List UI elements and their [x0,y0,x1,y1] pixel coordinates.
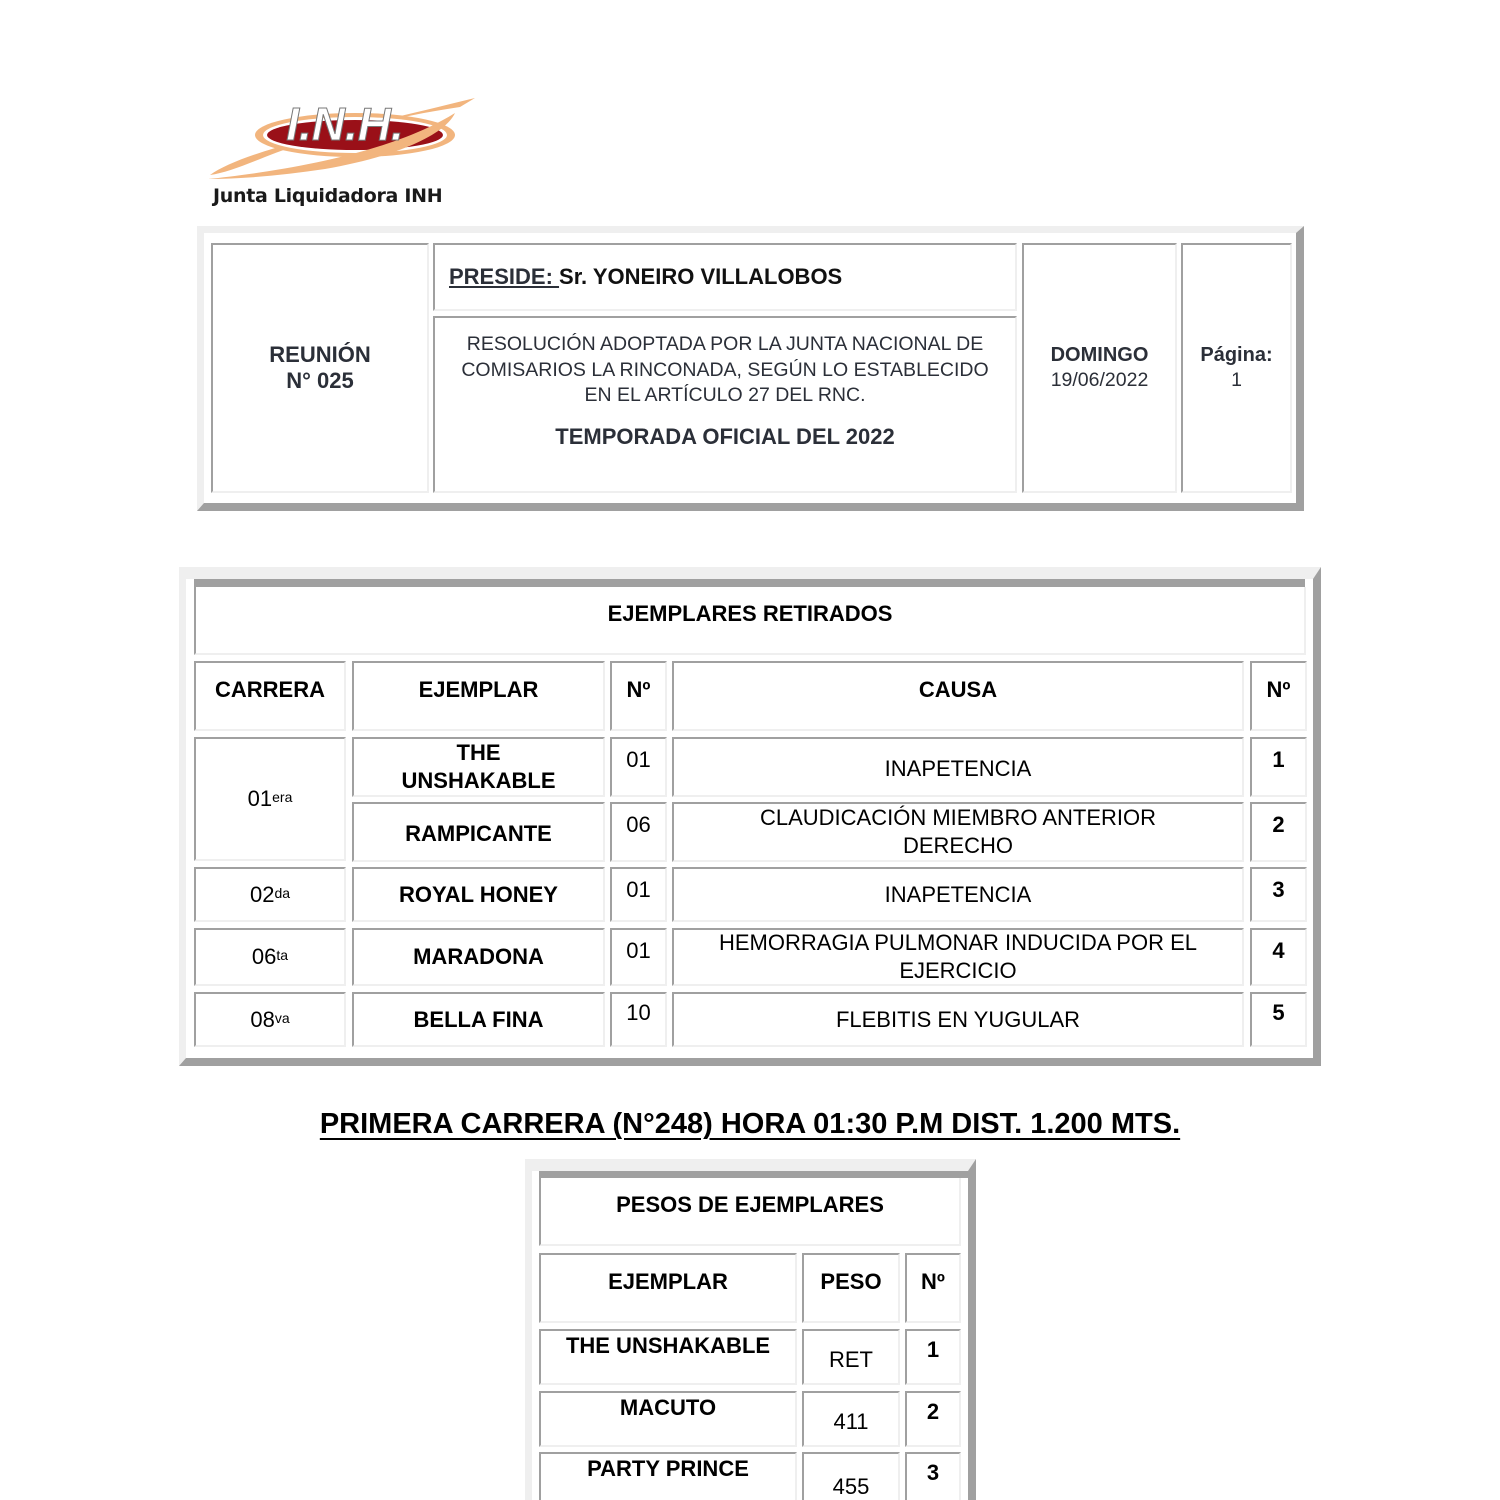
table-row-index: 4 [1250,928,1307,986]
table-row-ejemplar: BELLA FINA [352,992,605,1047]
table-row-ejemplar: PARTY PRINCE [539,1452,797,1500]
date-cell [1022,243,1177,493]
page-number: 1 [1231,369,1242,391]
table-row-ejemplar: ROYAL HONEY [352,867,605,922]
inh-logo-mark-icon [205,95,485,185]
col-causa: CAUSA [672,661,1244,731]
table-row-ejemplar: MARADONA [352,928,605,986]
svg-text:I.N.H.: I.N.H. [286,98,404,150]
table-row-index: 2 [905,1391,961,1447]
inh-logo [205,95,485,215]
withdrawn-horses-table [179,567,1321,1066]
col-carrera: CARRERA [194,661,346,731]
date-value: 19/06/2022 [1050,369,1149,391]
withdrawn-table-title: EJEMPLARES RETIRADOS [194,587,1306,655]
table-row-causa: INAPETENCIA [672,737,1244,797]
page-cell [1181,243,1292,493]
preside-name: Sr. YONEIRO VILLALOBOS [559,264,843,289]
table-row-causa: CLAUDICACIÓN MIEMBRO ANTERIOR DERECHO [672,802,1244,862]
col-numero: Nº [610,661,667,731]
carrera-cell-01: 01 era [194,737,346,861]
table-row-causa: INAPETENCIA [672,867,1244,922]
table-row-index: 3 [1250,867,1307,922]
table-row-index: 1 [1250,737,1307,797]
col-index: Nº [1250,661,1307,731]
reunion-cell [211,243,429,493]
reunion-number: N° 025 [286,368,354,393]
reunion-label: REUNIÓN [269,342,371,367]
table-row-num: 01 [610,928,667,986]
resolution-cell [433,316,1017,493]
table-row-index: 5 [1250,992,1307,1047]
table-row-ejemplar: THE UNSHAKABLE [539,1329,797,1385]
table-row-ejemplar: RAMPICANTE [352,802,605,862]
season-text: TEMPORADA OFICIAL DEL 2022 [555,423,895,449]
col-ejemplar: EJEMPLAR [352,661,605,731]
table-row-ejemplar: THE UNSHAKABLE [352,737,605,797]
table-row-causa: FLEBITIS EN YUGULAR [672,992,1244,1047]
page-label: Página: [1200,344,1273,366]
table-row-peso: 455 [802,1452,900,1500]
col-index: Nº [905,1253,961,1323]
logo-caption: Junta Liquidadora INH [213,185,443,207]
day-label: DOMINGO [1050,344,1149,366]
table-row-ejemplar: MACUTO [539,1391,797,1447]
weights-table-title: PESOS DE EJEMPLARES [539,1178,961,1246]
preside-cell [433,243,1017,311]
table-row-index: 2 [1250,802,1307,862]
carrera-cell-06: 06 ta [194,928,346,986]
carrera-cell-02: 02 da [194,867,346,922]
table-row-num: 10 [610,992,667,1047]
table-row-index: 3 [905,1452,961,1500]
horse-weights-table [525,1159,976,1500]
table-row-num: 06 [610,802,667,862]
resolution-text: RESOLUCIÓN ADOPTADA POR LA JUNTA NACIONAL DE COMISARIOS LA RINCONADA, SEGÚN LO ESTABLECIDO EN EL ARTÍCULO 27 DEL RNC. [461,333,989,406]
carrera-cell-08: 08 va [194,992,346,1047]
table-row-peso: RET [802,1329,900,1385]
preside-label: PRESIDE: [449,264,560,289]
table-row-index: 1 [905,1329,961,1385]
col-peso: PESO [802,1253,900,1323]
race-title: PRIMERA CARRERA (N°248) HORA 01:30 P.M DIST. 1.200 MTS. [319,1108,1181,1140]
table-row-peso: 411 [802,1391,900,1447]
table-row-num: 01 [610,737,667,797]
col-ejemplar: EJEMPLAR [539,1253,797,1323]
meeting-header-table [197,226,1304,511]
table-row-num: 01 [610,867,667,922]
table-row-causa: HEMORRAGIA PULMONAR INDUCIDA POR EL EJERCICIO [672,928,1244,986]
